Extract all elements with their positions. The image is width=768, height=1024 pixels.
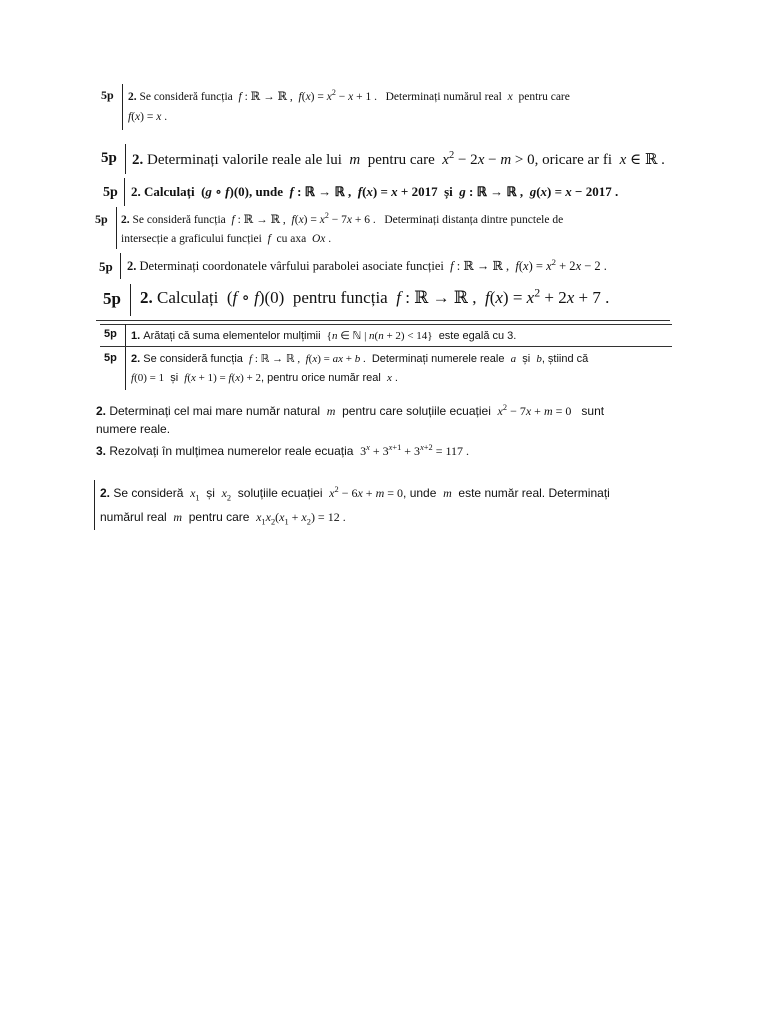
vertical-rule [120,253,121,279]
table-top-line [100,324,672,325]
vertical-rule [122,84,123,130]
exercise-number: 1. [131,330,144,342]
exercise-number: 3. [96,444,110,458]
vertical-rule [94,480,95,530]
exercise-number: 2. [96,404,110,418]
statement-line-1: 2. Determinați valorile reale ale lui m pentru care $x^2 - 2x - m > 0$, oricare ar fi x ∈ ℝ . [132,150,665,168]
vertical-rule [125,324,126,390]
points-label: 5p [103,289,121,308]
exercise-number: 2. [100,486,114,500]
statement-line-1: 2. Determinați coordonatele vârfului parabolei asociate funcției f : ℝ → ℝ , $f(x) = x^2 + 2x - 2$ . [127,256,607,273]
points-label-b: 5p [104,352,117,364]
vertical-rule [116,207,117,249]
statement-a-line-1: 2. Determinați cel mai mare număr natural m pentru care soluțiile ecuației $x^2 - 7x + m = 0$ sunt [96,403,605,418]
vertical-rule [130,284,131,316]
separator-line [96,320,670,321]
statement-line-2: numărul real m pentru care $x_1x_2(x_1 + x_2) = 12$ . [100,510,346,527]
points-label: 5p [99,259,113,274]
statement-line-1: 2. Se consideră funcția f : ℝ → ℝ , $f(x) = x^2 - x + 1$ . Determinați numărul real x pentru care [128,88,570,103]
statement-b-line-1: 3. Rezolvați în mulțimea numerelor reale ecuația $3^x + 3^{x+1} + 3^{x+2} = 117$ . [96,443,470,458]
statement-b-line-1: 2. Se consideră funcția f : ℝ → ℝ , f(x) = ax + b . Determinați numerele reale a și b, știind că [131,353,589,365]
points-label-a: 5p [104,328,117,340]
statement-a-line-2: numere reale. [96,422,171,436]
statement-line-1: 2. Se consideră funcția f : ℝ → ℝ , $f(x) = x^2 - 7x + 6$ . Determinați distanța dintre punctele de [121,211,564,226]
points-label: 5p [101,88,114,102]
points-label: 5p [95,212,108,226]
statement-line-1: 2. Se consideră $x_1$ și $x_2$ soluțiile ecuației $x^2 - 6x + m = 0$, unde m este număr real. Determinați [100,485,610,503]
statement-line-1: 2. Calculați (f ∘ f)(0) pentru funcția f : ℝ → ℝ , $f(x) = x^2 + 2x + 7$ . [140,285,610,307]
statement-b-line-2: f(0) = 1 și f(x + 1) = f(x) + 2, pentru orice număr real x . [131,372,398,384]
exercise-number: 2. [140,288,157,307]
exercise-number: 2. [121,214,133,226]
statement-line-1: 2. Calculați (g ∘ f)(0), unde f : ℝ → ℝ , f(x) = x + 2017 și g : ℝ → ℝ , g(x) = x − 2017 . [131,184,619,199]
statement-line-2: f(x) = x . [128,111,168,123]
exercise-number: 2. [132,152,147,168]
exercise-number: 2. [128,91,140,103]
row-divider [100,346,672,347]
exercise-number: 2. [131,184,141,199]
exercise-number: 2. [127,259,140,273]
statement-a: 1. Arătați că suma elementelor mulțimii {n ∈ ℕ | n(n + 2) < 14} este egală cu 3. [131,330,517,342]
vertical-rule [124,178,125,206]
points-label: 5p [103,185,118,200]
vertical-rule [125,144,126,174]
exercise-number: 2. [131,353,144,365]
statement-line-2: intersecție a graficului funcției f cu axa Ox . [121,233,332,245]
points-label: 5p [101,150,117,166]
